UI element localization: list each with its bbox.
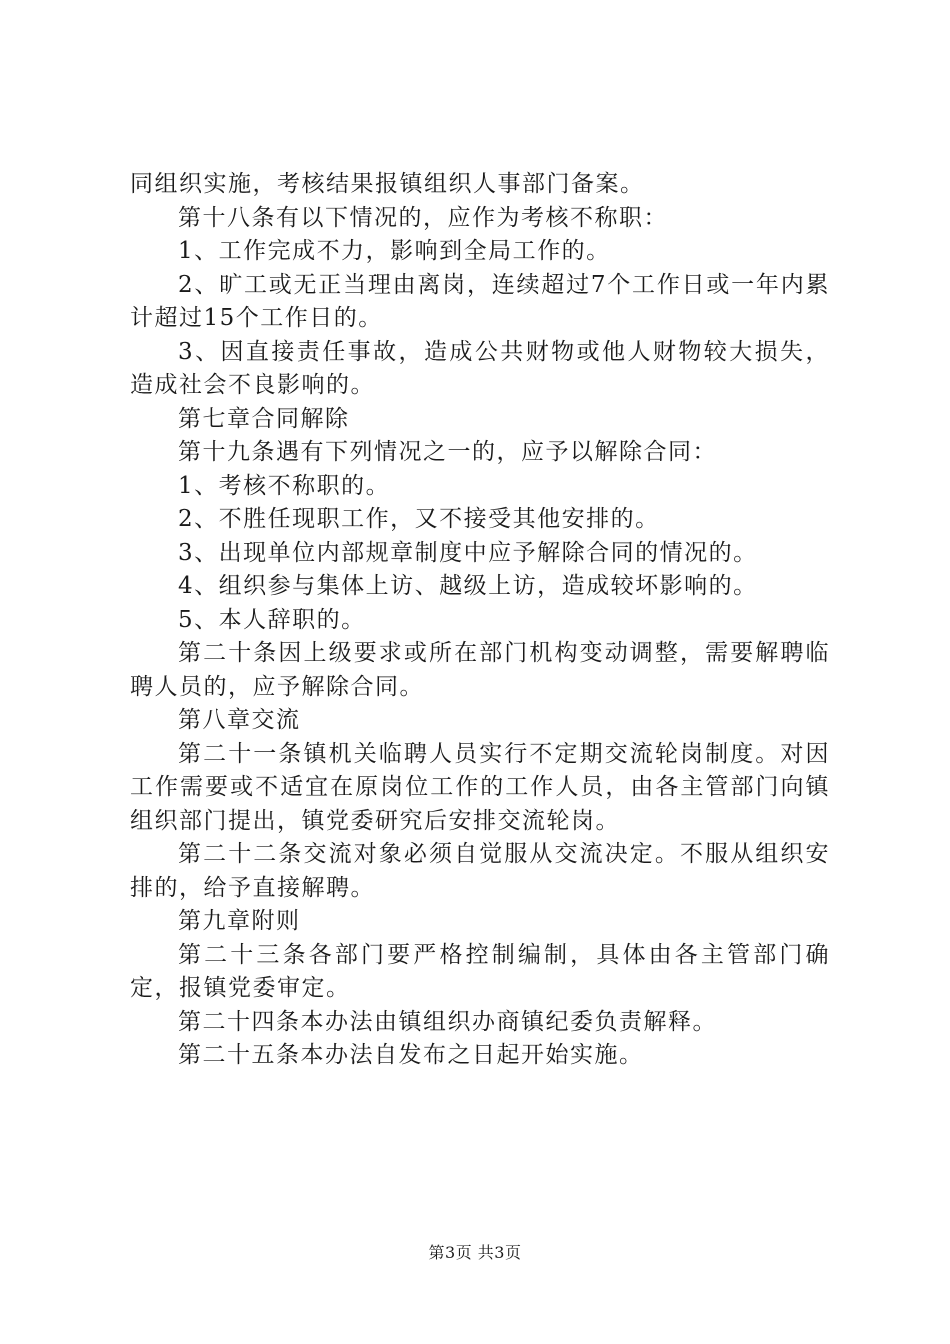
chapter-heading-7: 第七章合同解除 [178,405,350,432]
paragraph-item: 5、本人辞职的。 [178,606,366,633]
paragraph-item: 1、工作完成不力，影响到全局工作的。 [178,238,611,264]
paragraph-article-20: 第二十条因上级要求或所在部门机构变动调整，需要解聘临聘人员的，应予解除合同。 [130,640,830,700]
paragraph-article-23: 第二十三条各部门要严格控制编制，具体由各主管部门确定，报镇党委审定。 [130,941,830,1001]
paragraph-item: 3、因直接责任事故，造成公共财物或他人财物较大损失，造成社会不良影响的。 [130,338,830,398]
document-body [130,168,830,1073]
chapter-heading-9: 第九章附则 [178,908,301,934]
paragraph-item: 2、不胜任现职工作，又不接受其他安排的。 [178,506,660,532]
paragraph-continuation: 同组织实施，考核结果报镇组织人事部门备案。 [130,171,645,197]
paragraph-article-24: 第二十四条本办法由镇组织办商镇纪委负责解释。 [178,1008,717,1035]
paragraph-item: 3、出现单位内部规章制度中应予解除合同的情况的。 [178,539,758,566]
paragraph-article-22: 第二十二条交流对象必须自觉服从交流决定。不服从组织安排的，给予直接解聘。 [130,841,830,901]
paragraph-item: 2、旷工或无正当理由离岗，连续超过7个工作日或一年内累计超过15个工作日的。 [130,271,830,331]
page-number-footer: 第3页 共3页 [428,1243,522,1262]
paragraph-article-18: 第十八条有以下情况的，应作为考核不称职： [178,204,668,231]
paragraph-article-19: 第十九条遇有下列情况之一的，应予以解除合同： [178,439,717,465]
paragraph-article-25: 第二十五条本办法自发布之日起开始实施。 [178,1042,644,1068]
paragraph-item: 4、组织参与集体上访、越级上访，造成较坏影响的。 [178,573,758,599]
paragraph-item: 1、考核不称职的。 [178,472,391,499]
chapter-heading-8: 第八章交流 [178,707,301,733]
paragraph-article-21: 第二十一条镇机关临聘人员实行不定期交流轮岗制度。对因工作需要或不适宜在原岗位工作的工作人员，由各主管部门向镇组织部门提出，镇党委研究后安排交流轮岗。 [130,740,830,834]
